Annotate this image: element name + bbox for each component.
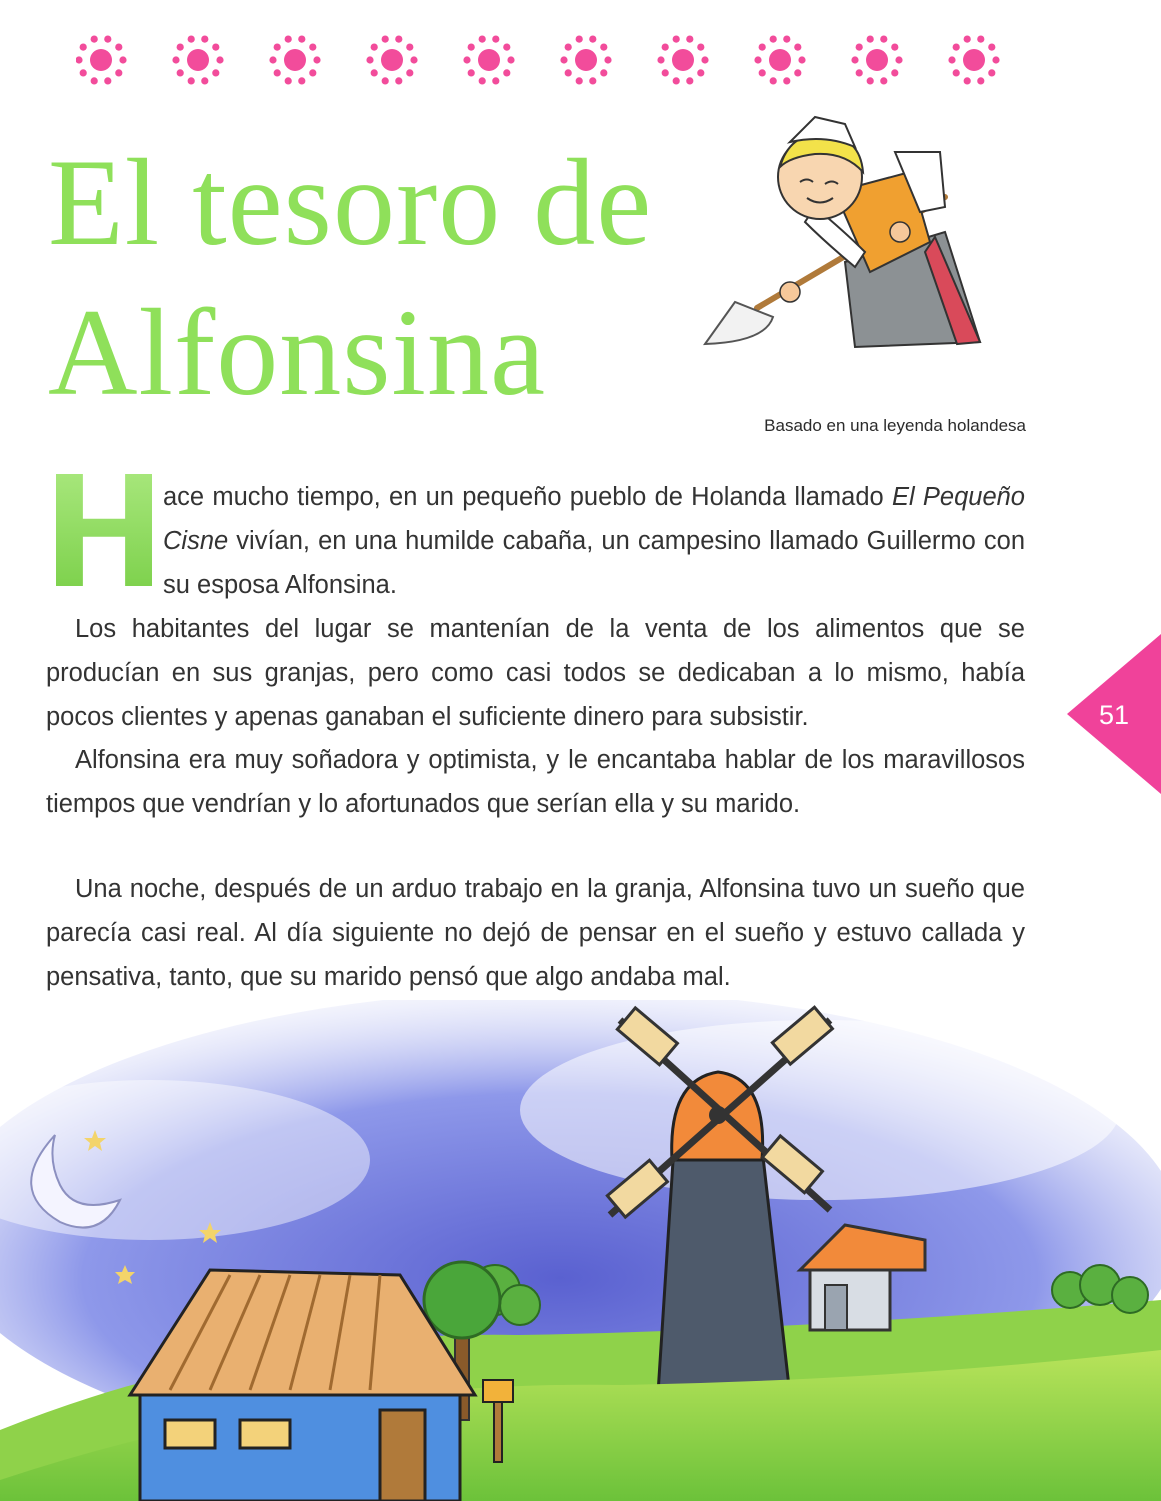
town-name: El Pequeño Cisne (163, 483, 1025, 555)
paragraph-3: Alfonsina era muy soñadora y optimista, y le encantaba hablar de los maravillosos tiempos que vendrían y lo afortunados que serían ella y su marido. (46, 746, 1025, 818)
flower-dot-icon (76, 36, 127, 85)
flower-dot-icon (948, 36, 999, 85)
flower-dot-icon (269, 36, 320, 85)
flower-dot-icon (657, 36, 708, 85)
title-line-2: Alfonsina (48, 284, 547, 421)
story-title (48, 128, 652, 428)
windmill-village-illustration (0, 1000, 1161, 1501)
flower-dot-icon (851, 36, 902, 85)
paragraph-1-text-a: ace mucho tiempo, en un pequeño pueblo de Holanda llamado (163, 483, 892, 511)
page-number: 51 (1098, 700, 1130, 730)
paragraph-1-text-b: vivían, en una humilde cabaña, un campesino llamado Guillermo con su esposa Alfonsina. (163, 527, 1025, 599)
flower-dot-icon (560, 36, 611, 85)
flower-dot-icon (366, 36, 417, 85)
farmer-woman-illustration (695, 112, 985, 357)
story-source: Basado en una leyenda holandesa (764, 416, 1026, 435)
flower-dot-icon (172, 36, 223, 85)
paragraph-1 (163, 475, 1025, 607)
paragraph-2: Los habitantes del lugar se mantenían de la venta de los alimentos que se producían en sus granjas, pero como casi todos se dedicaban a lo mismo, había pocos clientes y apenas ganaban el suficiente dinero para subsistir. (46, 615, 1025, 731)
flower-dot-icon (463, 36, 514, 85)
flower-dot-icon (754, 36, 805, 85)
title-line-1: El tesoro de (48, 134, 653, 271)
drop-cap-letter (56, 474, 152, 586)
pink-dot-flowers-row (76, 28, 1006, 98)
paragraph-4: Una noche, después de un arduo trabajo en la granja, Alfonsina tuvo un sueño que parecía casi real. Al día siguiente no dejó de pensar en el sueño y estuvo callada y pensativa, tanto, que su marido pensó que algo andaba mal. (46, 875, 1025, 991)
